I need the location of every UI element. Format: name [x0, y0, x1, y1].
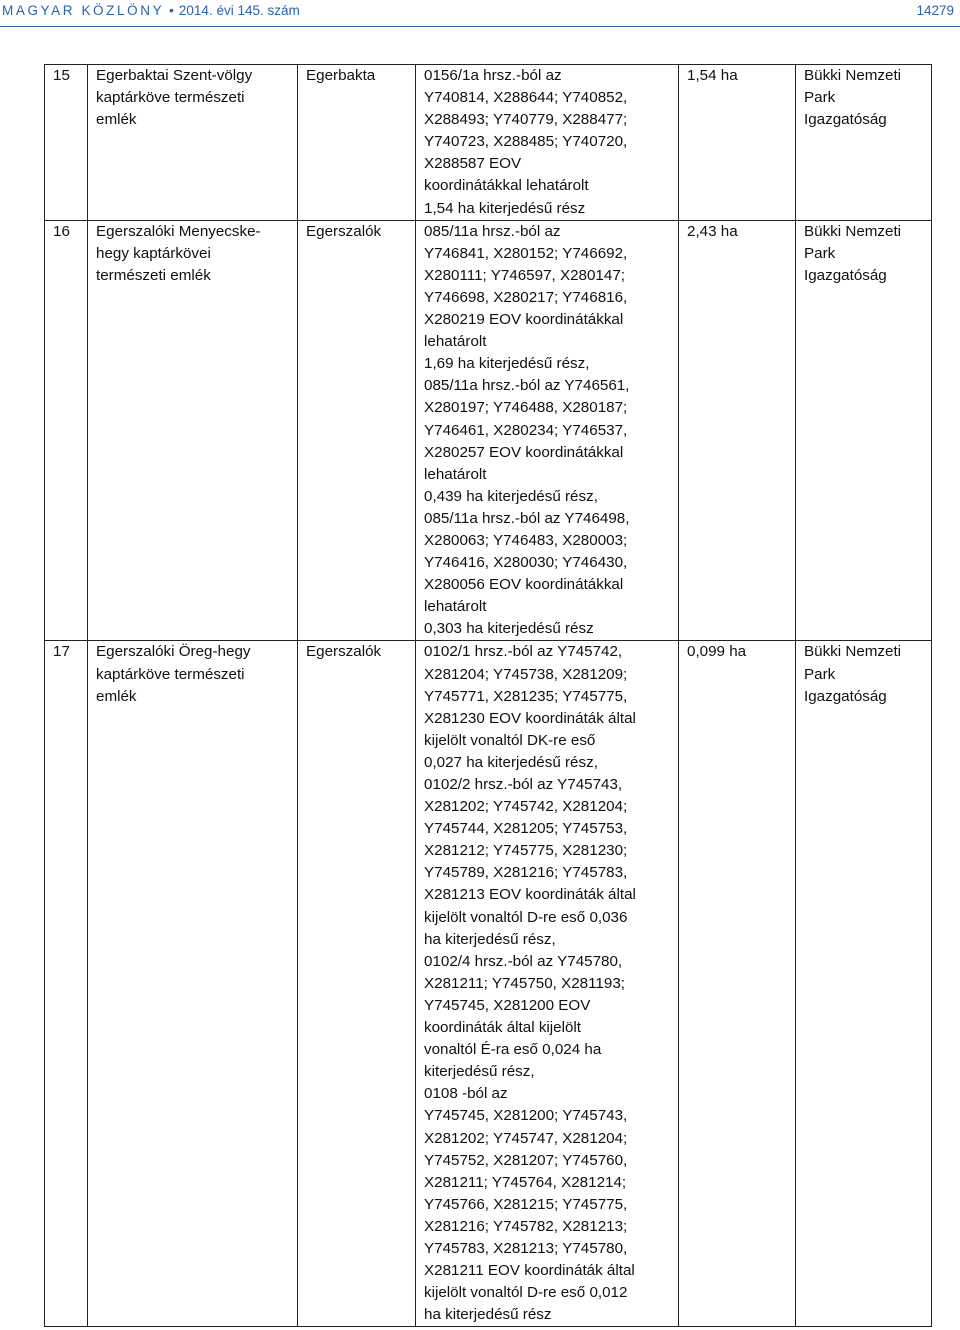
journal-title: MAGYAR KÖZLÖNY	[2, 3, 165, 18]
monument-name-line: hegy kaptárkövei	[96, 244, 211, 262]
issue-label: 2014. évi 145. szám	[178, 3, 300, 18]
parcel-description-line: X288493; Y740779, X288477;	[424, 111, 628, 129]
parcel-description-line: 0,027 ha kiterjedésű rész,	[424, 753, 598, 771]
parcel-description-line: X280197; Y746488, X280187;	[424, 399, 628, 417]
monument-name	[88, 65, 298, 221]
parcel-description-line: 085/11a hrsz.-ból az Y746561,	[424, 377, 630, 395]
area	[679, 220, 796, 641]
parcel-description-line: 1,54 ha kiterjedésű rész	[424, 199, 586, 217]
row-number	[45, 641, 88, 1327]
parcel-description-line: 0102/4 hrsz.-ból az Y745780,	[424, 952, 623, 970]
parcel-description-line: ha kiterjedésű rész,	[424, 930, 556, 948]
parcel-description-line: Y745752, X281207; Y745760,	[424, 1151, 628, 1169]
managing-authority-line: Park	[804, 665, 836, 683]
parcel-description-line: Y745744, X281205; Y745753,	[424, 820, 628, 838]
parcel-description-line: Y745783, X281213; Y745780,	[424, 1239, 628, 1257]
parcel-description-line: kijelölt vonaltól DK-re eső	[424, 731, 596, 749]
settlement-line: Egerszalók	[306, 643, 382, 661]
row-number-line: 17	[53, 643, 70, 661]
parcel-description-line: vonaltól É-ra eső 0,024 ha	[424, 1041, 602, 1059]
monument-name-line: Egerbaktai Szent-völgy	[96, 67, 253, 84]
managing-authority-line: Bükki Nemzeti	[804, 67, 902, 84]
managing-authority-line: Igazgatóság	[804, 687, 887, 705]
managing-authority-line: Igazgatóság	[804, 266, 887, 284]
parcel-description-line: kiterjedésű rész,	[424, 1063, 535, 1081]
parcel-description-line: Y746416, X280030; Y746430,	[424, 554, 628, 572]
parcel-description-line: kijelölt vonaltól D-re eső 0,036	[424, 908, 628, 926]
area-line: 2,43 ha	[687, 222, 738, 240]
parcel-description-line: X281202; Y745747, X281204;	[424, 1129, 628, 1147]
parcel-description-line: X280063; Y746483, X280003;	[424, 531, 628, 549]
parcel-description-line: 0102/2 hrsz.-ból az Y745743,	[424, 776, 623, 793]
area-line: 0,099 ha	[687, 643, 747, 661]
parcel-description-line: X281212; Y745775, X281230;	[424, 842, 628, 860]
settlement-line: Egerszalók	[306, 222, 382, 240]
parcel-description-line: X281230 EOV koordináták által	[424, 709, 636, 727]
parcel-description-line: 0102/1 hrsz.-ból az Y745742,	[424, 643, 623, 661]
table-row	[45, 220, 932, 641]
parcel-description-line: X281202; Y745742, X281204;	[424, 798, 628, 816]
managing-authority-line: Bükki Nemzeti	[804, 643, 902, 661]
managing-authority-line: Igazgatóság	[804, 111, 887, 129]
managing-authority	[796, 220, 932, 641]
parcel-description-line: 0,439 ha kiterjedésű rész,	[424, 487, 598, 505]
parcel-description-line: X281211 EOV koordináták által	[424, 1262, 635, 1280]
page-header	[0, 0, 960, 27]
parcel-description-line: Y745745, X281200 EOV	[424, 996, 591, 1014]
monument-name-line: emlék	[96, 687, 137, 705]
table-row	[45, 65, 932, 221]
parcel-description-line: lehatárolt	[424, 333, 487, 351]
parcel-description-line: Y746461, X280234; Y746537,	[424, 421, 628, 439]
parcel-description-line: Y745745, X281200; Y745743,	[424, 1107, 628, 1125]
parcel-description-line: 085/11a hrsz.-ból az	[424, 222, 561, 240]
parcel-description-line: X280219 EOV koordinátákkal	[424, 311, 624, 329]
parcel-description-line: X288587 EOV	[424, 155, 522, 173]
parcel-description-line: Y745766, X281215; Y745775,	[424, 1195, 628, 1213]
parcel-description-line: koordinátákkal lehatárolt	[424, 177, 589, 195]
area-line: 1,54 ha	[687, 67, 738, 84]
monument-name-line: kaptárköve természeti	[96, 665, 245, 683]
parcel-description-line: 0108 -ból az	[424, 1085, 508, 1103]
parcel-description-line: 085/11a hrsz.-ból az Y746498,	[424, 509, 630, 527]
parcel-description-line: Y745771, X281235; Y745775,	[424, 687, 628, 705]
parcel-description	[416, 65, 679, 221]
monument-name-line: természeti emlék	[96, 266, 211, 284]
parcel-description-line: X281204; Y745738, X281209;	[424, 665, 628, 683]
parcel-description-line: kijelölt vonaltól D-re eső 0,012	[424, 1284, 628, 1302]
row-number-line: 15	[53, 67, 70, 84]
parcel-description-line: Y745789, X281216; Y745783,	[424, 864, 628, 882]
area	[679, 65, 796, 221]
natural-monument-table	[44, 64, 932, 1327]
monument-name-line: kaptárköve természeti	[96, 89, 245, 107]
managing-authority-line: Bükki Nemzeti	[804, 222, 902, 240]
parcel-description-line: Y746841, X280152; Y746692,	[424, 244, 628, 262]
parcel-description-line: X281211; Y745764, X281214;	[424, 1173, 627, 1191]
managing-authority-line: Park	[804, 89, 836, 107]
parcel-description-line: X280257 EOV koordinátákkal	[424, 443, 624, 461]
settlement	[298, 65, 416, 221]
parcel-description-line: X280056 EOV koordinátákkal	[424, 576, 624, 594]
parcel-description-line: Y740814, X288644; Y740852,	[424, 89, 628, 107]
settlement	[298, 641, 416, 1327]
parcel-description-line: Y740723, X288485; Y740720,	[424, 133, 628, 151]
parcel-description-line: koordináták által kijelölt	[424, 1019, 582, 1037]
managing-authority	[796, 641, 932, 1327]
row-number-line: 16	[53, 222, 70, 240]
managing-authority-line: Park	[804, 244, 836, 262]
parcel-description	[416, 641, 679, 1327]
table-body	[45, 65, 932, 1327]
parcel-description-line: X281213 EOV koordináták által	[424, 886, 636, 904]
row-number	[45, 65, 88, 221]
parcel-description	[416, 220, 679, 641]
parcel-description-line: 0,303 ha kiterjedésű rész	[424, 620, 594, 638]
monument-name-line: Egerszalóki Menyecske-	[96, 222, 261, 240]
area	[679, 641, 796, 1327]
parcel-description-line: lehatárolt	[424, 465, 487, 483]
settlement	[298, 220, 416, 641]
running-header	[2, 3, 300, 18]
monument-name-line: Egerszalóki Öreg-hegy	[96, 643, 251, 661]
parcel-description-line: Y746698, X280217; Y746816,	[424, 288, 628, 306]
page-number: 14279	[916, 3, 954, 18]
managing-authority	[796, 65, 932, 221]
monument-name-line: emlék	[96, 111, 137, 129]
row-number	[45, 220, 88, 641]
parcel-description-line: 0156/1a hrsz.-ból az	[424, 67, 562, 84]
settlement-line: Egerbakta	[306, 67, 376, 84]
separator-dot: •	[169, 3, 174, 18]
monument-name	[88, 641, 298, 1327]
parcel-description-line: X280111; Y746597, X280147;	[424, 266, 625, 284]
parcel-description-line: lehatárolt	[424, 598, 487, 616]
parcel-description-line: X281216; Y745782, X281213;	[424, 1217, 628, 1235]
parcel-description-line: 1,69 ha kiterjedésű rész,	[424, 355, 590, 373]
table-row	[45, 641, 932, 1327]
monument-name	[88, 220, 298, 641]
parcel-description-line: X281211; Y745750, X281193;	[424, 974, 625, 992]
parcel-description-line: ha kiterjedésű rész	[424, 1306, 552, 1324]
